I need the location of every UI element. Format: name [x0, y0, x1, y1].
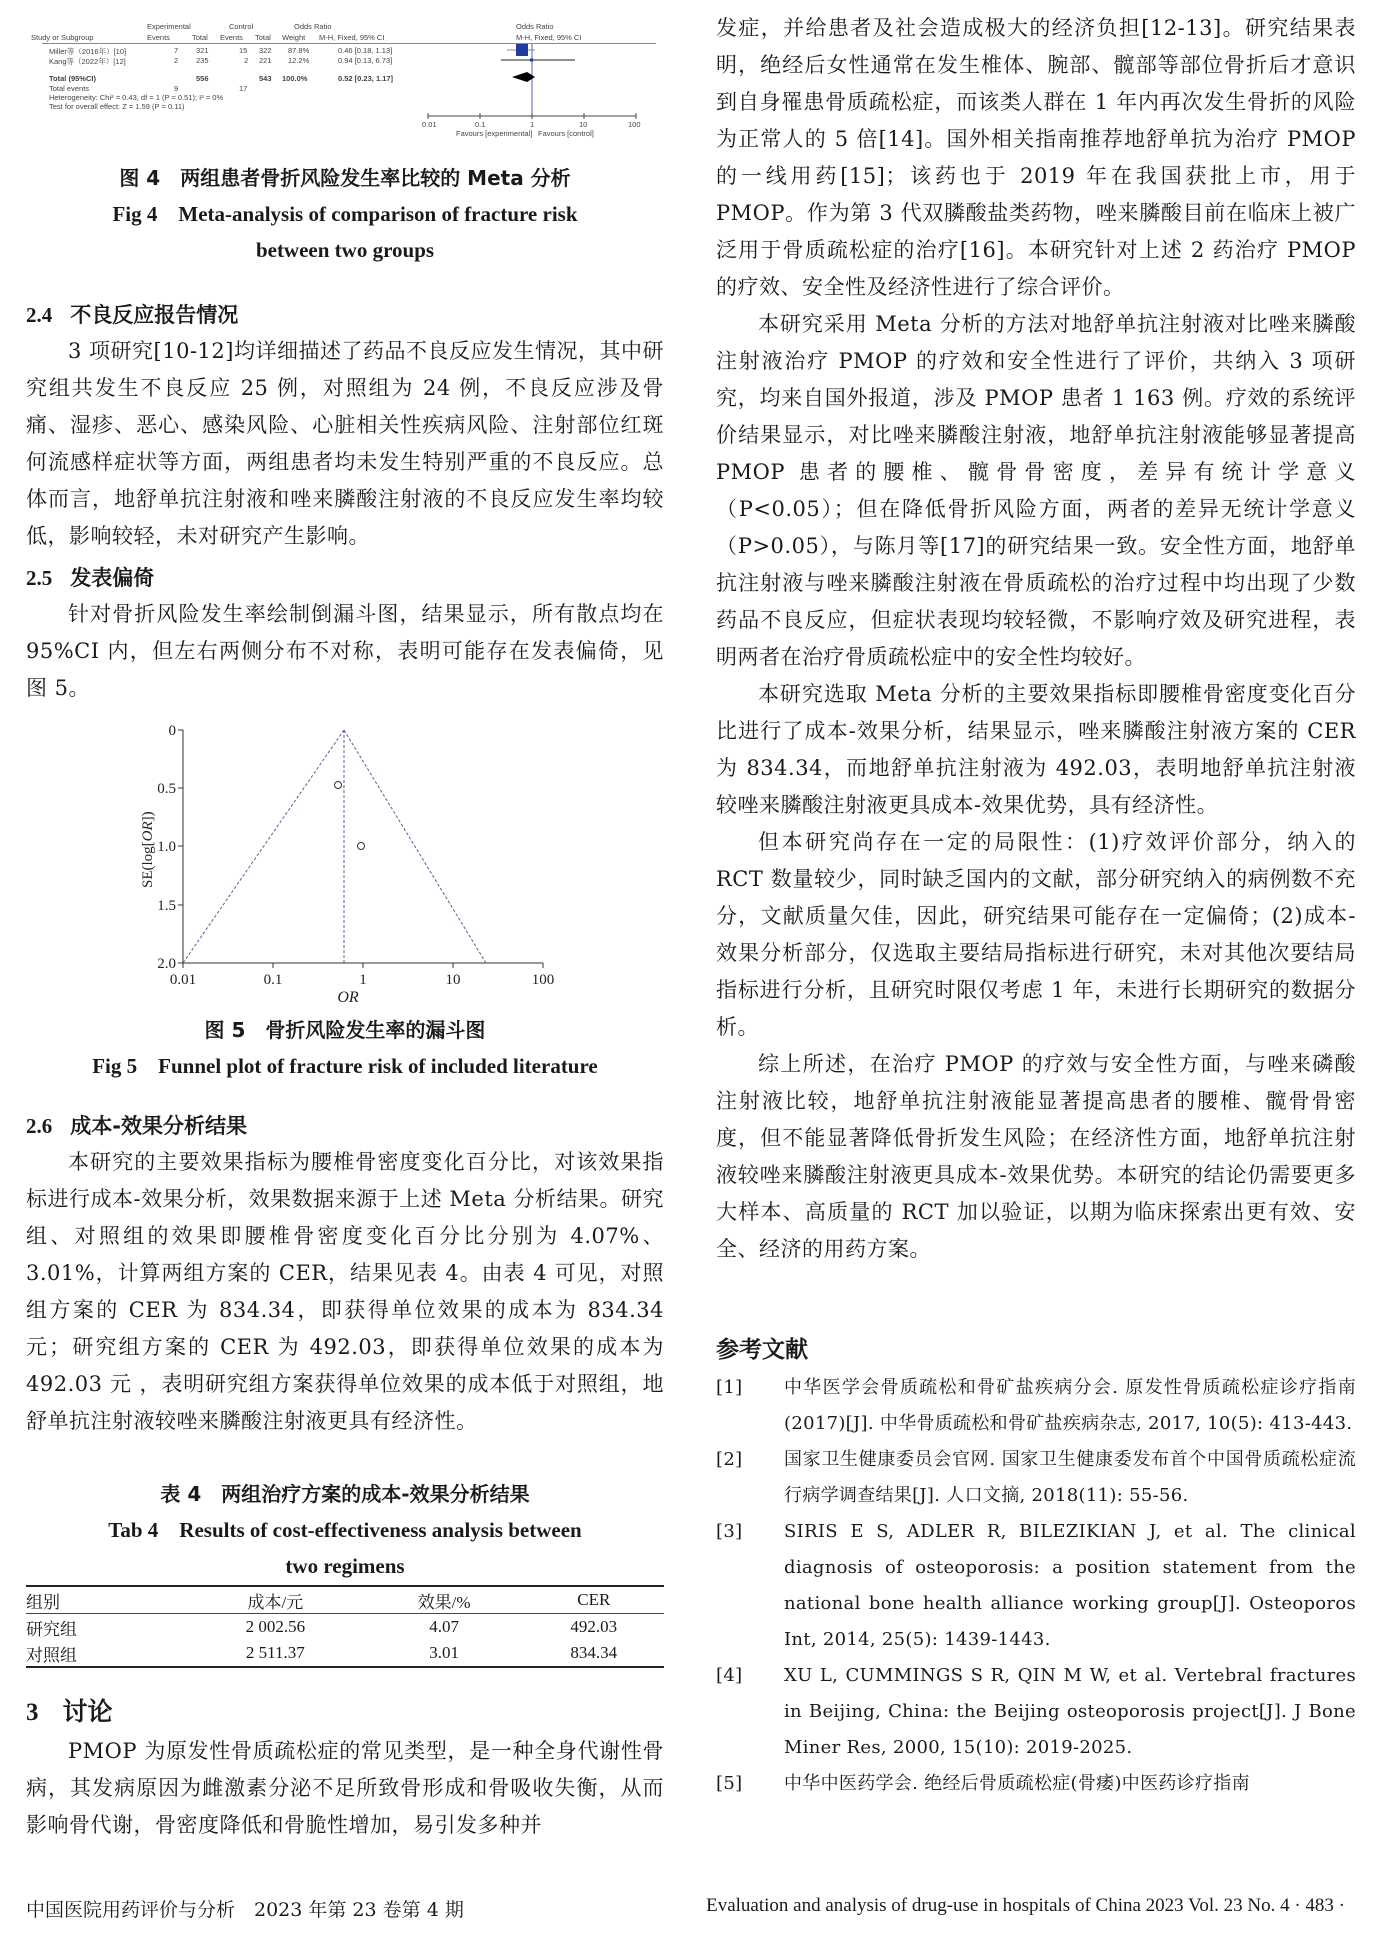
header-odds-ratio-right: Odds Ratio — [516, 22, 554, 31]
ctl-total: 221 — [259, 56, 272, 65]
svg-text:1.5: 1.5 — [157, 898, 176, 914]
svg-text:0: 0 — [168, 723, 176, 739]
svg-text:1: 1 — [359, 972, 367, 988]
section-heading: 2.6 成本-效果分析结果 — [26, 1114, 247, 1138]
section-2-6 — [26, 1108, 664, 1440]
total-weight: 100.0% — [282, 74, 308, 83]
header-events-ctl: Events — [220, 33, 243, 42]
figure4-caption-en: Fig 4 Meta-analysis of comparison of fracture risk — [112, 202, 578, 226]
reference-item: [1] 中华医学会骨质疏松和骨矿盐疾病分会. 原发性骨质疏松症诊疗指南(2017)[J]. 中华骨质疏松和骨矿盐疾病杂志, 2017, 10(5): 413-443. — [716, 1377, 1356, 1434]
exp-total: 321 — [196, 46, 209, 55]
section-paragraph: 本研究采用 Meta 分析的方法对地舒单抗注射液对比唑来膦酸注射液治疗 PMOP 的疗效和安全性进行了评价，共纳入 3 项研究，均来自国外报道，涉及 PMOP 患者 1 163 例。疗效的系统评价结果显示，对比唑来膦酸注射液，地舒单抗注射液能够显著提高 PMOP 患者的腰椎、髋骨骨密度，差异有统计学意义（P<0.05）；但在降低骨折风险方面，两者的差异无统计学意义（P>0.05），与陈月等[17]的研究结果一致。安全性方面，地舒单抗注射液与唑来膦酸注射液在骨质疏松的治疗过程中均出现了少数药品不良反应，但症状表现均较轻微，不影响疗效及研究进程，表明两者在治疗骨质疏松症中的安全性均较好。 — [716, 312, 1356, 669]
reference-item: [3] SIRIS E S, ADLER R, BILEZIKIAN J, et al. The clinical diagnosis of osteoporosis: a position statement from the national bone health alliance working group[J]. Osteoporos Int, 2014, 25(5): 1439-1443. — [716, 1521, 1356, 1650]
forest-graphic — [26, 22, 656, 142]
total-label: Total (95%CI) — [49, 74, 96, 83]
svg-text:SE(log[OR]): SE(log[OR]) — [140, 811, 156, 888]
exp-events: 2 — [174, 56, 179, 65]
header-odds-ratio-left: Odds Ratio — [294, 22, 332, 31]
svg-text:0.5: 0.5 — [157, 781, 176, 797]
table-cell: 2 002.56 — [245, 1617, 306, 1636]
study-point — [358, 843, 365, 850]
table4-caption-en: Tab 4 Results of cost-effectiveness analysis between — [108, 1518, 582, 1542]
section-paragraph: 发症，并给患者及社会造成极大的经济负担[12-13]。研究结果表明，绝经后女性通常在发生椎体、腕部、髋部等部位骨折后才意识到自身罹患骨质疏松症，而该类人群在 1 年内再次发生骨折的风险为正常人的 5 倍[14]。国外相关指南推荐地舒单抗为治疗 PMOP 的一线用药[15]；该药也于 2019 年在我国获批上市，用于 PMOP。作为第 3 代双膦酸盐类药物，唑来膦酸目前在临床上被广泛用于骨质疏松症的治疗[16]。本研究针对上述 2 药治疗 PMOP 的疗效、安全性及经济性进行了综合评价。 — [716, 16, 1356, 299]
exp-events: 7 — [174, 46, 179, 55]
forest-plot — [26, 22, 656, 142]
section-heading: 2.4 不良反应报告情况 — [26, 303, 239, 327]
section-paragraph: 但本研究尚存在一定的局限性：(1)疗效评价部分，纳入的 RCT 数量较少，同时缺乏国内的文献，部分研究纳入的病例数不充分，文献质量欠佳，因此，研究结果可能存在一定偏倚；(2)成本-效果分析部分，仅选取主要结局指标进行研究，未对其他次要结局指标进行分析，且研究时限仅考虑 1 年，未进行长期研究的数据分析。 — [716, 830, 1356, 1039]
total-or: 0.52 [0.23, 1.17] — [338, 74, 394, 83]
svg-text:OR: OR — [337, 989, 359, 1006]
svg-text:0.1: 0.1 — [263, 972, 283, 988]
axis-tick: 1 — [530, 120, 535, 129]
total-events-exp: 9 — [174, 84, 179, 93]
svg-text:0.01: 0.01 — [169, 972, 197, 988]
table4-caption — [26, 1476, 664, 1584]
header-events-exp: Events — [147, 33, 170, 42]
total-exp: 556 — [196, 74, 209, 83]
section-heading: 2.5 发表偏倚 — [26, 566, 155, 590]
header-study: Study or Subgroup — [31, 33, 94, 42]
axis-tick: 100 — [628, 120, 641, 129]
header-total-ctl: Total — [255, 33, 271, 42]
ctl-events: 15 — [239, 46, 248, 55]
column-header: 组别 — [26, 1592, 60, 1612]
column-header: CER — [577, 1590, 611, 1609]
table-cell: 492.03 — [570, 1617, 618, 1636]
ctl-total: 322 — [259, 46, 272, 55]
favours-control: Favours [control] — [538, 129, 594, 138]
funnel-plot — [138, 718, 558, 1008]
svg-text:2.0: 2.0 — [157, 956, 176, 972]
footer-journal-en: Evaluation and analysis of drug-use in hospitals of China 2023 Vol. 23 No. 4 · 483 · — [706, 1895, 1345, 1916]
footer-journal-cn: 中国医院用药评价与分析 2023 年第 23 卷第 4 期 — [26, 1899, 464, 1921]
heterogeneity: Heterogeneity: Chi² = 0.43, df = 1 (P = 0.51); I² = 0% — [49, 93, 224, 102]
section-paragraph: 综上所述，在治疗 PMOP 的疗效与安全性方面，与唑来磷酸注射液比较，地舒单抗注射液能显著提高患者的腰椎、髋骨骨密度，但不能显著降低骨折发生风险；在经济性方面，地舒单抗注射液较唑来膦酸注射液更具成本-效果优势。本研究的结论仍需要更多大样本、高质量的 RCT 加以验证，以期为临床探索出更有效、安全、经济的用药方案。 — [716, 1052, 1356, 1261]
total-events-label: Total events — [49, 84, 90, 93]
axis-tick: 0.1 — [475, 120, 486, 129]
section-heading: 3 讨论 — [26, 1697, 113, 1726]
section-2-5 — [26, 560, 664, 707]
reference-item: [2] 国家卫生健康委员会官网. 国家卫生健康委发布首个中国骨质疏松症流行病学调查结果[J]. 人口文摘, 2018(11): 55-56. — [716, 1449, 1356, 1506]
reference-item: [4] XU L, CUMMINGS S R, QIN M W, et al. Vertebral fractures in Beijing, China: the Beijing osteoporosis project[J]. J Bone Miner Res, 2000, 15(10): 2019-2025. — [716, 1665, 1356, 1758]
table4-caption-en-2: two regimens — [285, 1554, 405, 1578]
section-3 — [26, 1692, 664, 1844]
study-name: Kang等（2022年）[12] — [49, 57, 126, 66]
header-experimental: Experimental — [147, 22, 191, 31]
axis-tick: 0.01 — [422, 120, 437, 129]
odds-ratio: 0.94 [0.13, 6.73] — [338, 56, 393, 65]
figure4-caption-cn: 图 4 两组患者骨折风险发生率比较的 Meta 分析 — [119, 166, 571, 190]
weight: 87.8% — [288, 46, 310, 55]
reference-item: [5] 中华中医药学会. 绝经后骨质疏松症(骨痿)中医药诊疗指南 — [716, 1773, 1250, 1794]
figure4-caption — [26, 160, 664, 268]
study-name: Miller等（2016年）[10] — [49, 47, 127, 56]
header-total-exp: Total — [192, 33, 208, 42]
table4-caption-cn: 表 4 两组治疗方案的成本-效果分析结果 — [160, 1482, 530, 1506]
header-weight: Weight — [282, 33, 306, 42]
table-cell: 4.07 — [429, 1617, 459, 1636]
favours-experimental: Favours [experimental] — [456, 129, 533, 138]
header-method-left: M-H, Fixed, 95% CI — [319, 33, 385, 42]
section-paragraph: PMOP 为原发性骨质疏松症的常见类型，是一种全身代谢性骨病，其发病原因为雌激素分泌不足所致骨形成和骨吸收失衡，从而影响骨代谢，骨密度降低和骨脆性增加，易引发多种并 — [26, 1739, 664, 1837]
table-cell: 3.01 — [429, 1643, 459, 1662]
references-title: 参考文献 — [716, 1337, 808, 1363]
overall-effect: Test for overall effect: Z = 1.59 (P = 0.11) — [49, 102, 185, 111]
svg-text:1.0: 1.0 — [157, 839, 176, 855]
discussion-continued — [716, 10, 1356, 1268]
section-2-4 — [26, 297, 664, 555]
section-paragraph: 3 项研究[10-12]均详细描述了药品不良反应发生情况，其中研究组共发生不良反应 25 例，对照组为 24 例，不良反应涉及骨痛、湿疹、恶心、感染风险、心脏相关性疾病风险、注射部位红斑何流感样症状等方面，两组患者均未发生特别严重的不良反应。总体而言，地舒单抗注射液和唑来膦酸注射液的不良反应发生率均较低，影响较轻，未对研究产生影响。 — [26, 339, 664, 548]
total-events-ctl: 17 — [239, 84, 248, 93]
table-row — [26, 1614, 664, 1641]
svg-text:100: 100 — [531, 972, 555, 988]
column-header: 成本/元 — [247, 1592, 304, 1612]
axis-tick: 10 — [579, 120, 588, 129]
figure5-caption-en: Fig 5 Funnel plot of fracture risk of included literature — [92, 1054, 598, 1078]
references — [716, 1330, 1356, 1802]
total-ctl: 543 — [259, 74, 272, 83]
table-cell: 834.34 — [570, 1643, 618, 1662]
section-paragraph: 针对骨折风险发生率绘制倒漏斗图，结果显示，所有散点均在 95%CI 内，但左右两侧分布不对称，表明可能存在发表偏倚，见图 5。 — [26, 602, 664, 700]
table-row — [26, 1640, 664, 1667]
odds-ratio: 0.46 [0.18, 1.13] — [338, 46, 393, 55]
figure4-caption-en-2: between two groups — [255, 238, 435, 262]
section-paragraph: 本研究的主要效果指标为腰椎骨密度变化百分比，对该效果指标进行成本-效果分析，效果数据来源于上述 Meta 分析结果。研究组、对照组的效果即腰椎骨密度变化百分比分别为 4.07%、3.01%，计算两组方案的 CER，结果见表 4。由表 4 可见，对照组方案的 CER 为 834.34，即获得单位效果的成本为 834.34 元；研究组方案的 CER 为 492.03，即获得单位效果的成本为 492.03 元 ，表明研究组方案获得单位效果的成本低于对照组，地舒单抗注射液较唑来膦酸注射液更具有经济性。 — [26, 1150, 664, 1433]
figure5-caption — [26, 1012, 664, 1084]
funnel-graphic — [138, 718, 558, 1008]
table-cell: 2 511.37 — [245, 1643, 305, 1662]
section-paragraph: 本研究选取 Meta 分析的主要效果指标即腰椎骨密度变化百分比进行了成本-效果分析，结果显示，唑来膦酸注射液方案的 CER 为 834.34，而地舒单抗注射液为 492.03，表明地舒单抗注射液较唑来膦酸注射液更具成本-效果优势，具有经济性。 — [716, 682, 1356, 817]
header-method-right: M-H, Fixed, 95% CI — [516, 33, 582, 42]
weight: 12.2% — [288, 56, 310, 65]
ctl-events: 2 — [244, 56, 249, 65]
column-header: 效果/% — [417, 1592, 471, 1612]
table-header-row — [26, 1586, 664, 1614]
table-cell: 对照组 — [26, 1645, 77, 1665]
figure5-caption-cn: 图 5 骨折风险发生率的漏斗图 — [204, 1018, 486, 1042]
exp-total: 235 — [196, 56, 209, 65]
study-point — [335, 782, 342, 789]
svg-text:10: 10 — [445, 972, 461, 988]
table4 — [26, 1585, 664, 1668]
header-control: Control — [229, 22, 254, 31]
table-cell: 研究组 — [26, 1619, 77, 1639]
study-marker — [516, 44, 528, 56]
